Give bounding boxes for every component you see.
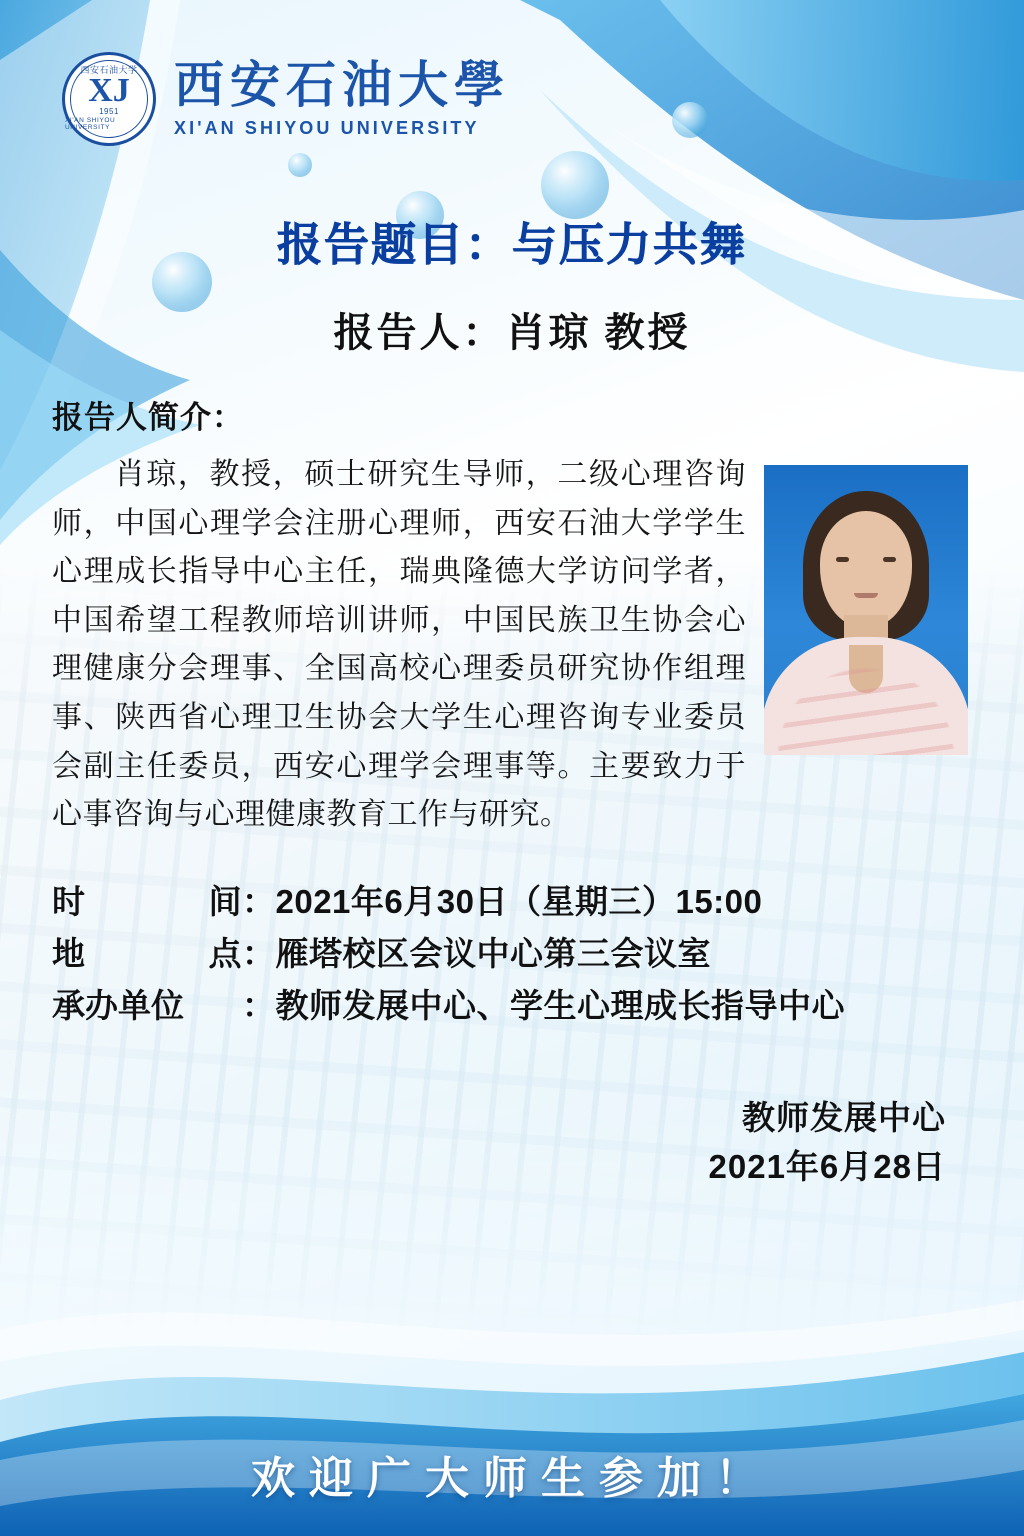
event-details (0, 876, 1024, 1032)
time-label-char-1: 时 (52, 882, 86, 920)
location-value: 雁塔校区会议中心第三会议室 (275, 934, 711, 972)
talk-speaker: 报告人：肖琼 教授 (333, 310, 691, 355)
seal-year: 1951 (99, 106, 119, 116)
university-name-cn: 西安石油大學 (174, 57, 510, 114)
time-value: 2021年6月30日（星期三）15:00 (275, 882, 763, 920)
university-wordmark (174, 59, 510, 139)
detail-row-organizer (52, 980, 972, 1032)
time-colon: ： (242, 882, 276, 920)
signature-block (0, 1094, 1024, 1192)
university-name-en: XI'AN SHIYOU UNIVERSITY (174, 117, 480, 138)
seal-cn-text: 西安石油大学 (80, 65, 138, 76)
university-header (0, 0, 1024, 146)
location-label-char-2: 点 (208, 934, 242, 972)
time-label-char-2: 间 (208, 882, 242, 920)
organizer-label: 承办单位 (52, 987, 184, 1024)
detail-row-time (52, 876, 972, 928)
talk-title: 报告题目：与压力共舞 (276, 220, 747, 270)
speaker-portrait (764, 465, 968, 755)
footer-banner (0, 1368, 1024, 1536)
signature-org: 教师发展中心 (742, 1099, 946, 1137)
title-block (0, 208, 1024, 358)
bio-section (0, 392, 1024, 840)
university-seal-icon (62, 52, 156, 146)
seal-monogram: XJ (88, 72, 130, 110)
footer-slogan: 欢迎广大师生参加！ (251, 1454, 773, 1503)
organizer-value: 教师发展中心、学生心理成长指导中心 (275, 987, 845, 1024)
bio-heading: 报告人简介： (52, 400, 244, 435)
signature-date: 2021年6月28日 (708, 1147, 946, 1185)
bio-paragraph-text: 肖琼，教授，硕士研究生导师，二级心理咨询师，中国心理学会注册心理师，西安石油大学学生心理成长指导中心主任，瑞典隆德大学访问学者，中国希望工程教师培训讲师，中国民族卫生协会心理健康分会理事、全国高校心理委员研究协作组理事、陕西省心理卫生协会大学生心理咨询专业委员会副主任委员，西安心理学会理事等。主要致力于心事咨询与心理健康教育工作与研究。 (52, 458, 746, 832)
detail-row-location (52, 928, 972, 980)
location-label-char-1: 地 (52, 934, 86, 972)
organizer-colon: ： (242, 987, 276, 1024)
location-colon: ： (242, 934, 276, 972)
seal-en-text: XI'AN SHIYOU UNIVERSITY (65, 116, 116, 131)
